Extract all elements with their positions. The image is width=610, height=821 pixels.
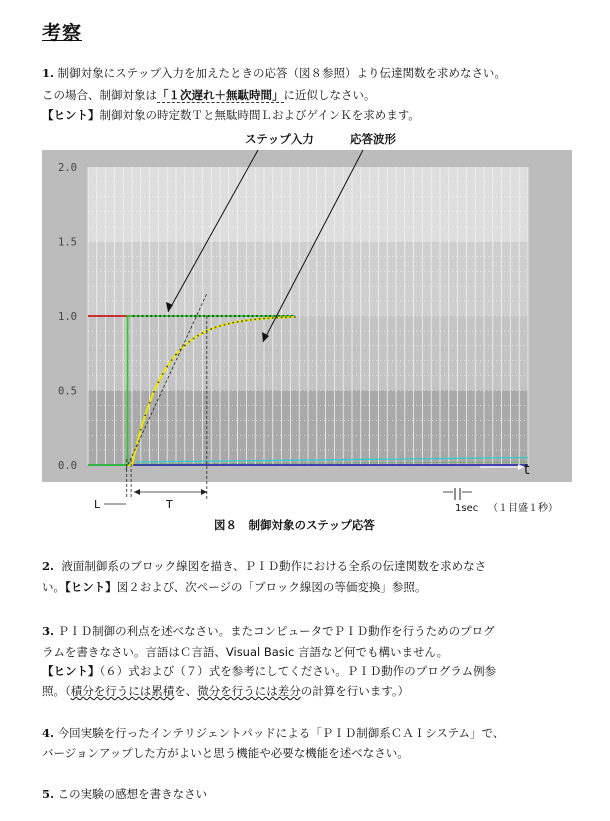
y-tick-label: 1.0: [58, 311, 77, 323]
response-point: [276, 317, 278, 319]
q3-line4-pre: 照。（: [42, 684, 71, 698]
response-point: [259, 318, 261, 320]
q4-text: 今回実験を行ったインテリジェントパッドによる「ＰＩＤ制御系ＣＡＩシステム」で、: [57, 726, 505, 740]
step-input-point: [172, 315, 174, 317]
q3-integral-note: 積分を行うには累積: [70, 684, 175, 698]
q1-number: 1.: [42, 66, 55, 80]
step-input-point: [133, 315, 135, 317]
step-input-point: [251, 315, 253, 317]
step-input-point: [229, 315, 231, 317]
q3-line4-mid: を、: [174, 684, 198, 698]
y-tick-label: 0.0: [58, 460, 77, 472]
step-input-point: [146, 315, 148, 317]
q1-line2-post: に近似しなさい。: [283, 88, 376, 102]
step-input-point: [150, 315, 152, 317]
response-point: [246, 320, 248, 322]
response-point: [210, 328, 212, 330]
q4-line2: [42, 746, 409, 761]
step-input-point: [190, 315, 192, 317]
T-arrowhead: [201, 489, 207, 495]
q1-line2-pre: この場合、制御対象は: [42, 88, 157, 102]
step-input-point: [260, 315, 262, 317]
q1-hint-text: 制御対象の時定数Ｔと無駄時間ＬおよびゲインＫを求めます。: [99, 108, 420, 122]
response-point: [263, 318, 265, 320]
q2-hint-text: 図２および、次ページの「ブロック線図の等価変換」参照。: [116, 580, 427, 594]
step-input-point: [234, 315, 236, 317]
response-point: [171, 359, 173, 361]
response-point: [166, 366, 168, 368]
step-input-point: [212, 315, 214, 317]
response-point: [272, 317, 274, 319]
step-input-point: [168, 315, 170, 317]
response-point: [193, 338, 195, 340]
response-point: [175, 354, 177, 356]
response-point: [149, 402, 151, 404]
step-input-point: [185, 315, 187, 317]
q2-line2-pre: い。: [42, 580, 65, 594]
response-point: [144, 414, 146, 416]
step-input-point: [159, 315, 161, 317]
y-tick-label: 1.5: [58, 236, 77, 249]
step-input-point: [137, 315, 139, 317]
response-point: [224, 324, 226, 326]
sec-label: 1sec: [455, 503, 479, 514]
step-input-point: [216, 315, 218, 317]
T-label: T: [166, 498, 173, 511]
q3-derivative-note: 微分を行うには差分: [197, 684, 301, 698]
q3-hint-text: （６）式および（７）式を参考にしてください。ＰＩＤ動作のプログラム例参: [99, 664, 497, 678]
q3-text: ＰＩＤ制御の利点を述べなさい。またコンピュータでＰＩＤ動作を行うためのプログ: [57, 624, 495, 638]
L-label: L: [94, 498, 101, 511]
figure-caption: 図８ 制御対象のステップ応答: [214, 518, 375, 532]
y-tick-label: 0.5: [58, 385, 77, 398]
response-label: 応答波形: [350, 132, 396, 146]
q3-hint: [42, 664, 496, 679]
response-point: [219, 325, 221, 327]
q4-number: 4.: [42, 726, 55, 740]
response-point: [254, 318, 256, 320]
response-point: [188, 341, 190, 343]
q3-line2: [42, 645, 448, 660]
q1-hint-label: 【ヒント】: [42, 108, 100, 122]
response-point: [290, 316, 292, 318]
response-point: [162, 373, 164, 375]
step-input-point: [163, 315, 165, 317]
q3-line4: [42, 684, 409, 699]
response-point: [250, 319, 252, 321]
step-input-point: [269, 315, 271, 317]
q4-text-2: バージョンアップした方がよいと思う機能や必要な機能を述べなさい。: [42, 746, 409, 760]
q3-number: 3.: [42, 624, 55, 638]
response-point: [158, 381, 160, 383]
q4-line1: [42, 726, 504, 741]
response-point: [184, 345, 186, 347]
page-title: 考察: [42, 22, 83, 44]
q2-line1: [42, 559, 486, 574]
response-point: [281, 317, 283, 319]
step-input-point: [247, 315, 249, 317]
q1-text: 制御対象にステップ入力を加えたときの応答（図８参照）より伝達関数を求めなさい。: [57, 66, 506, 80]
step-input-point: [225, 315, 227, 317]
q3-text-2: ラムを書きなさい。言語はＣ言語、Visual Basic 言語など何でも構いません。: [42, 645, 449, 659]
step-input-point: [265, 315, 267, 317]
scale-note: （１目盛１秒）: [488, 503, 558, 514]
response-point: [202, 332, 204, 334]
response-point: [140, 429, 142, 431]
response-point: [268, 317, 270, 319]
step-input-point: [199, 315, 201, 317]
q5-line1: [42, 787, 207, 802]
step-input-point: [177, 315, 179, 317]
response-point: [241, 320, 243, 322]
q2-line2: [42, 580, 426, 595]
y-tick-label: 2.0: [58, 162, 77, 174]
q2-hint-label: 【ヒント】: [65, 580, 117, 594]
response-point: [285, 316, 287, 318]
step-input-point: [256, 315, 258, 317]
q2-text: 液面制御系のブロック線図を描き、ＰＩＤ動作における全系の伝達関数を求めなさ: [61, 559, 487, 573]
q3-line4-post: の計算を行います。）: [300, 684, 410, 698]
q3-hint-label: 【ヒント】: [42, 664, 100, 678]
T-arrowhead: [134, 489, 140, 495]
response-point: [197, 335, 199, 337]
q1-emphasis: 「１次遅れ＋無駄時間」: [157, 88, 284, 102]
step-input-point: [141, 315, 143, 317]
response-point: [237, 321, 239, 323]
step-input-point: [203, 315, 205, 317]
response-point: [228, 323, 230, 325]
q5-text: この実験の感想を書きなさい: [57, 787, 208, 801]
step-input-point: [243, 315, 245, 317]
response-point: [294, 316, 296, 318]
q5-number: 5.: [42, 787, 55, 801]
step-input-point: [194, 315, 196, 317]
step-input-point: [273, 315, 275, 317]
response-point: [215, 327, 217, 329]
step-input-point: [155, 315, 157, 317]
q3-line1: [42, 624, 495, 639]
response-point: [153, 391, 155, 393]
step-input-point: [181, 315, 183, 317]
step-input-point: [221, 315, 223, 317]
step-input-point: [238, 315, 240, 317]
q2-number: 2.: [42, 559, 55, 573]
response-point: [232, 322, 234, 324]
t-axis-label: t: [524, 462, 530, 478]
step-input-point: [207, 315, 209, 317]
step-input-label: ステップ入力: [245, 132, 314, 146]
